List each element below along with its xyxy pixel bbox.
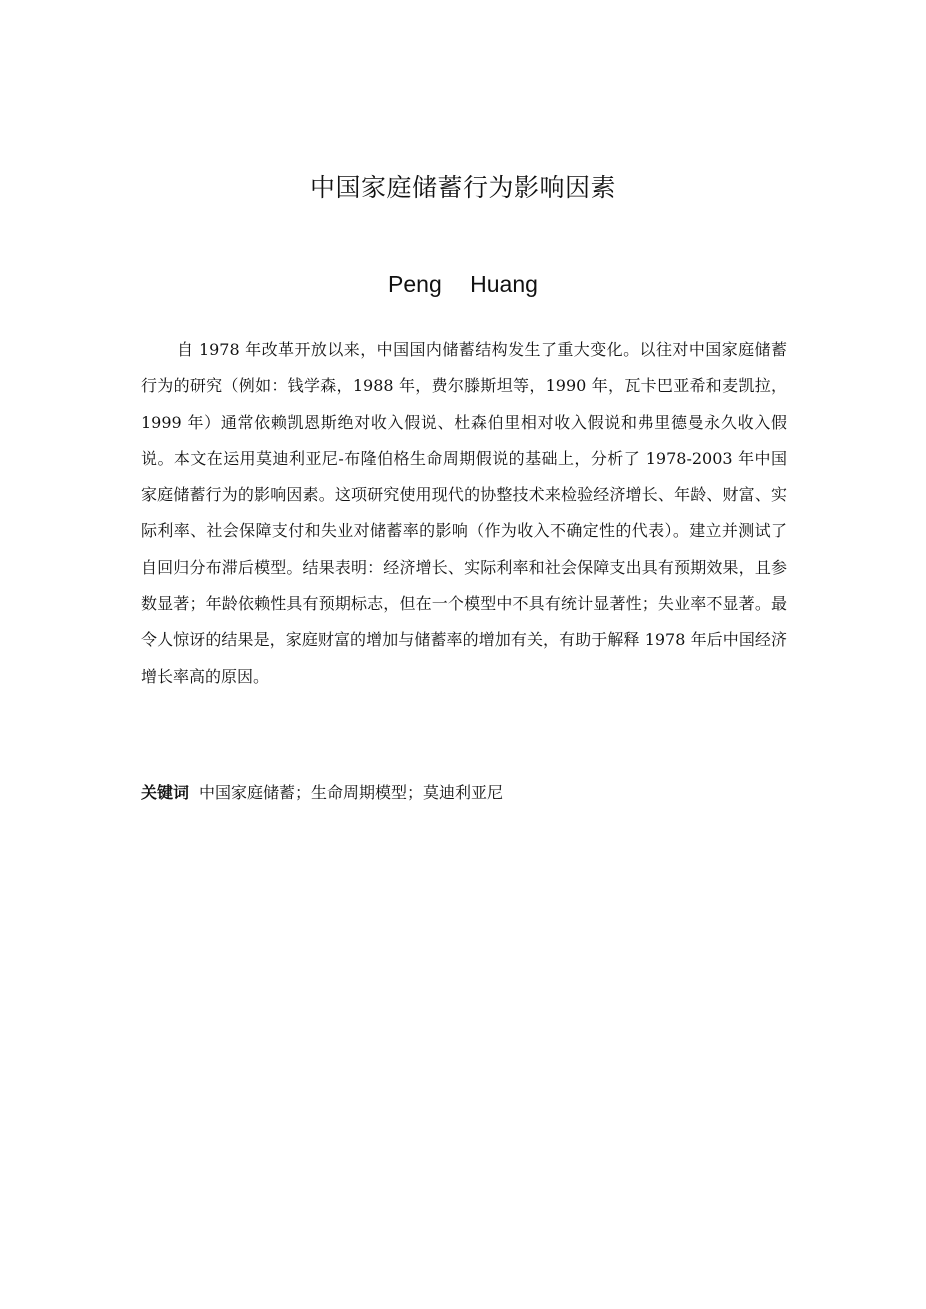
abstract-paragraph: 自 1978 年改革开放以来，中国国内储蓄结构发生了重大变化。以往对中国家庭储蓄行为的研究（例如：钱学森，1988 年，费尔滕斯坦等，1990 年，瓦卡巴亚希和麦凯拉，1999 年）通常依赖凯恩斯绝对收入假说、杜森伯里相对收入假说和弗里德曼永久收入假说。本文在运用莫迪利亚尼-布隆伯格生命周期假说的基础上，分析了 1978-2003 年中国家庭储蓄行为的影响因素。这项研究使用现代的协整技术来检验经济增长、年龄、财富、实际利率、社会保障支付和失业对储蓄率的影响（作为收入不确定性的代表）。建立并测试了自回归分布滞后模型。结果表明：经济增长、实际利率和社会保障支出具有预期效果，且参数显著；年龄依赖性具有预期标志，但在一个模型中不具有统计显著性；失业率不显著。最令人惊讶的结果是，家庭财富的增加与储蓄率的增加有关，有助于解释 1978 年后中国经济增长率高的原因。 — [141, 340, 787, 686]
paper-title: 中国家庭储蓄行为影响因素 — [309, 173, 616, 202]
keywords-line — [141, 775, 787, 811]
keywords-text: 中国家庭储蓄；生命周期模型；莫迪利亚尼 — [199, 783, 504, 802]
paper-author: Peng Huang — [388, 271, 538, 297]
keywords-label: 关键词 — [141, 783, 190, 802]
